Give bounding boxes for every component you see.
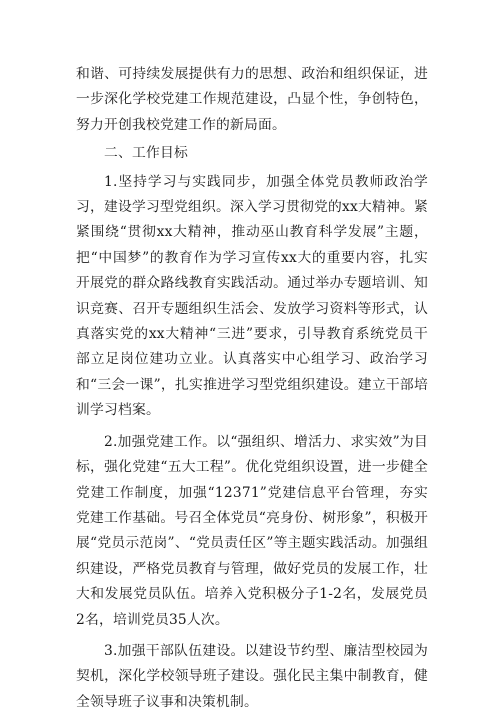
goal-item-2: 2.加强党建工作。以“强组织、增活力、求实效”为目标，强化党建“五大工程”。优化党组织设置，进一步健全党建工作制度，加强“12371”党建信息平台管理，夯实党建工作基础。号召全体党员“亮身份、树形象”，积极开展“党员示范岗”、“党员责任区”等主题实践活动。加强组织建设，严格党员教育与管理，做好党员的发展工作，壮大和发展党员队伍。培养入党积极分子1-2名，发展党员2名，培训党员35人次。 [76, 433, 428, 628]
document-body [76, 62, 428, 715]
intro-paragraph: 和谐、可持续发展提供有力的思想、政治和组织保证，进一步深化学校党建工作规范建设，凸显个性，争创特色，努力开创我校党建工作的新局面。 [76, 66, 428, 133]
section-heading: 二、工作目标 [104, 145, 188, 162]
goal-item-3: 3.加强干部队伍建设。以建设节约型、廉洁型校园为契机，深化学校领导班子建设。强化民主集中制教育，健全领导班子议事和决策机制。 [76, 642, 428, 710]
goal-item-1: 1.坚持学习与实践同步，加强全体党员教师政治学习，建设学习型党组织。深入学习贯彻党的xx大精神。紧紧围绕“贯彻xx大精神，推动巫山教育科学发展”主题，把“中国梦”的教育作为学习宣传xx大的重要内容，扎实开展党的群众路线教育实践活动。通过举办专题培训、知识竞赛、召开专题组织生活会、发放学习资料等形式，认真落实党的xx大精神“三进”要求，引导教育系统党员干部立足岗位建功立业。认真落实中心组学习、政治学习和“三会一课”，扎实推进学习型党组织建设。建立干部培训学习档案。 [76, 173, 428, 419]
